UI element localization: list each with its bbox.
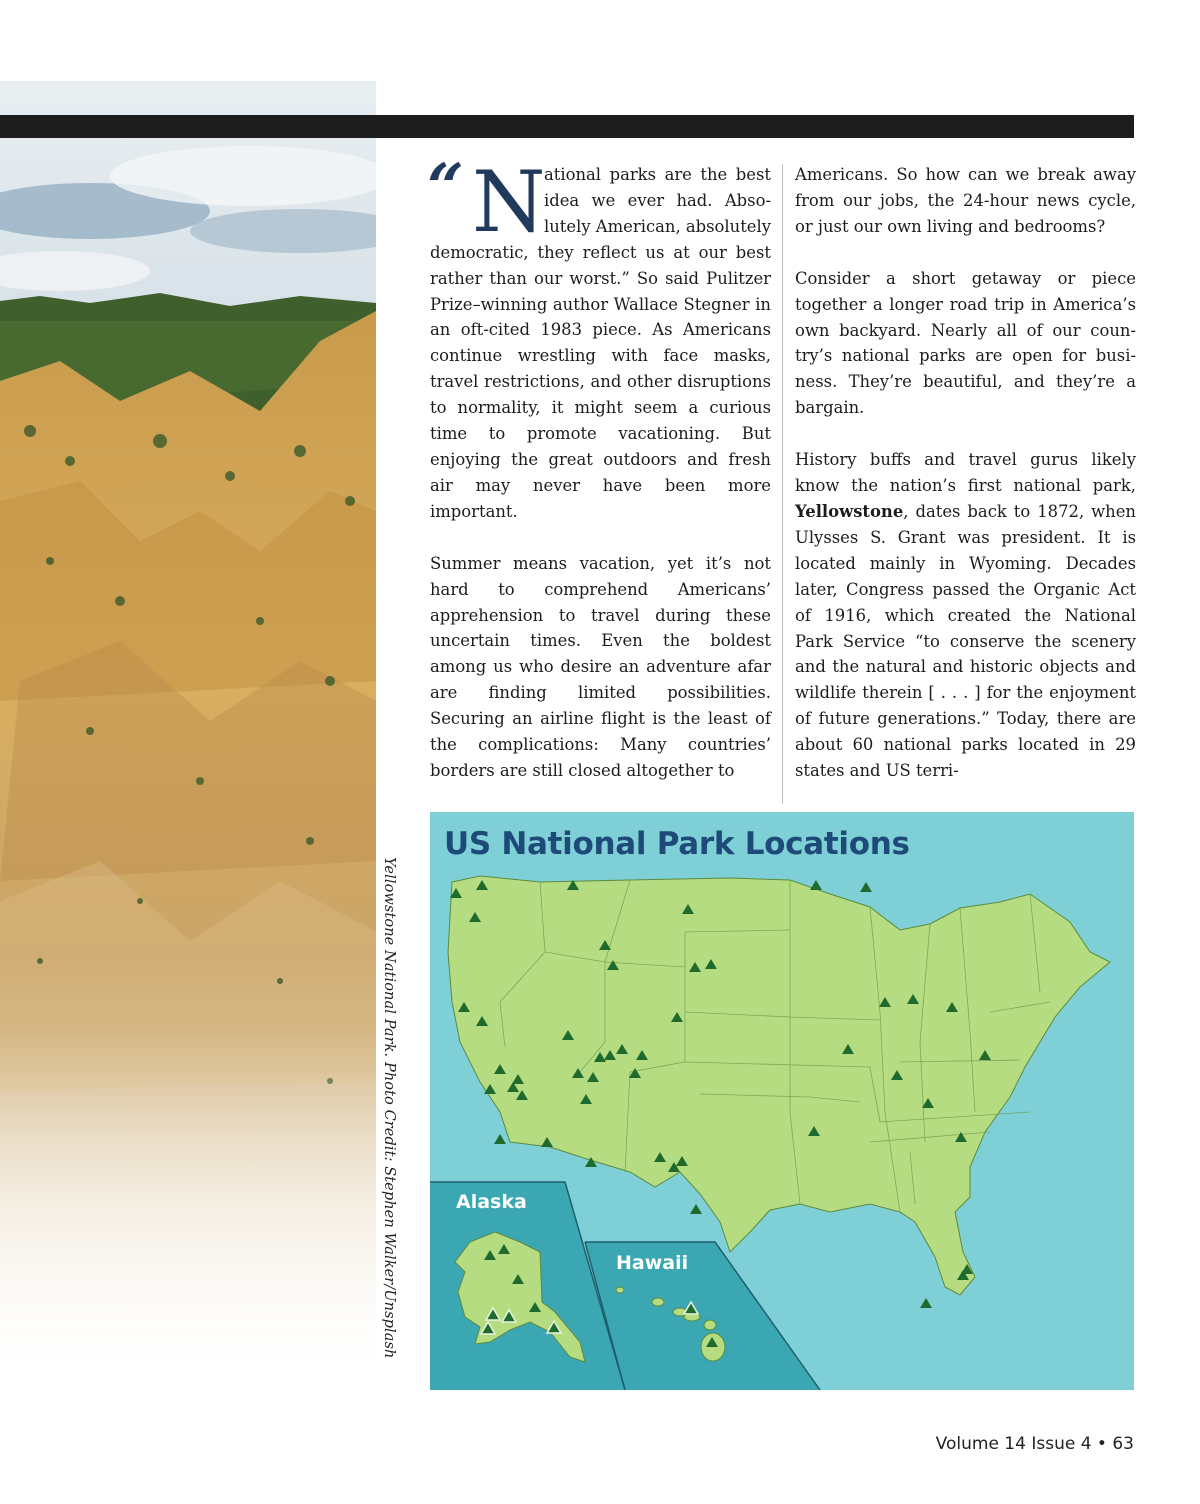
paragraph-5: History buffs and travel gurus likely know the nation’s first national park, Yellowstone, dates back to 1872, when Ulysses S. Grant was president. It is located mainly in Wyoming. Decades later, Congress passed the Organic Act of 1916, which created the National Park Service “to conserve the scenery and the natural and historic objects and wildlife therein [ . . . ] for the enjoyment of future generations.” Today, there are about 60 national parks located in 29 states and US terri-: [795, 450, 1136, 781]
drop-cap-letter: N: [472, 153, 546, 251]
open-quote: “: [427, 150, 464, 225]
article-paragraph: [427, 150, 772, 525]
paragraph-1: ational parks are the best idea we ever had. Absolutely American, absolutely democratic, they reflect us at our best rather than our worst.” So said Pulitzer Prize–winning author Wallace Stegner in an oft-cited 1983 piece. As Americans continue wrestling with face masks, travel restrictions, and other disruptions to normality, it might seem a curious time to promote vacationing. But enjoying the great outdoors and fresh air may never have been more important.: [430, 165, 772, 521]
paragraph-4: Consider a short getaway or piece together a longer road trip in America’s own backyard. Nearly all of our country’s national parks are open for business. They’re beautiful, and they’re a bargain.: [795, 268, 1136, 418]
drop-cap: [427, 150, 546, 251]
page-footer: Volume 14 Issue 4 • 63: [935, 1434, 1134, 1454]
alaska-label: Alaska: [456, 1191, 527, 1213]
paragraph-3: Americans. So how can we break away from our jobs, the 24-hour news cycle, or just our own living and bedrooms?: [795, 165, 1136, 236]
canyon-photo: [0, 81, 376, 1390]
column-divider: [782, 164, 783, 804]
yellowstone-bold: Yellowstone: [795, 501, 904, 521]
header-bar: [0, 115, 1134, 138]
national-park-map: [430, 812, 1134, 1390]
article-column-1: [427, 150, 772, 810]
map-title: US National Park Locations: [444, 826, 910, 862]
article-column-2: [795, 162, 1136, 810]
hawaii-label: Hawaii: [616, 1252, 689, 1274]
photo-caption: Yellowstone National Park. Photo Credit: Stephen Walker/Unsplash: [381, 857, 397, 1359]
paragraph-2: Summer means vacation, yet it’s not hard to comprehend Americans’ apprehension to travel during these uncertain times. Even the boldest among us who desire an adventure afar are finding limited possibilities. Securing an airline flight is the least of the complications: Many countries’ borders are still closed altogether to: [430, 553, 771, 780]
